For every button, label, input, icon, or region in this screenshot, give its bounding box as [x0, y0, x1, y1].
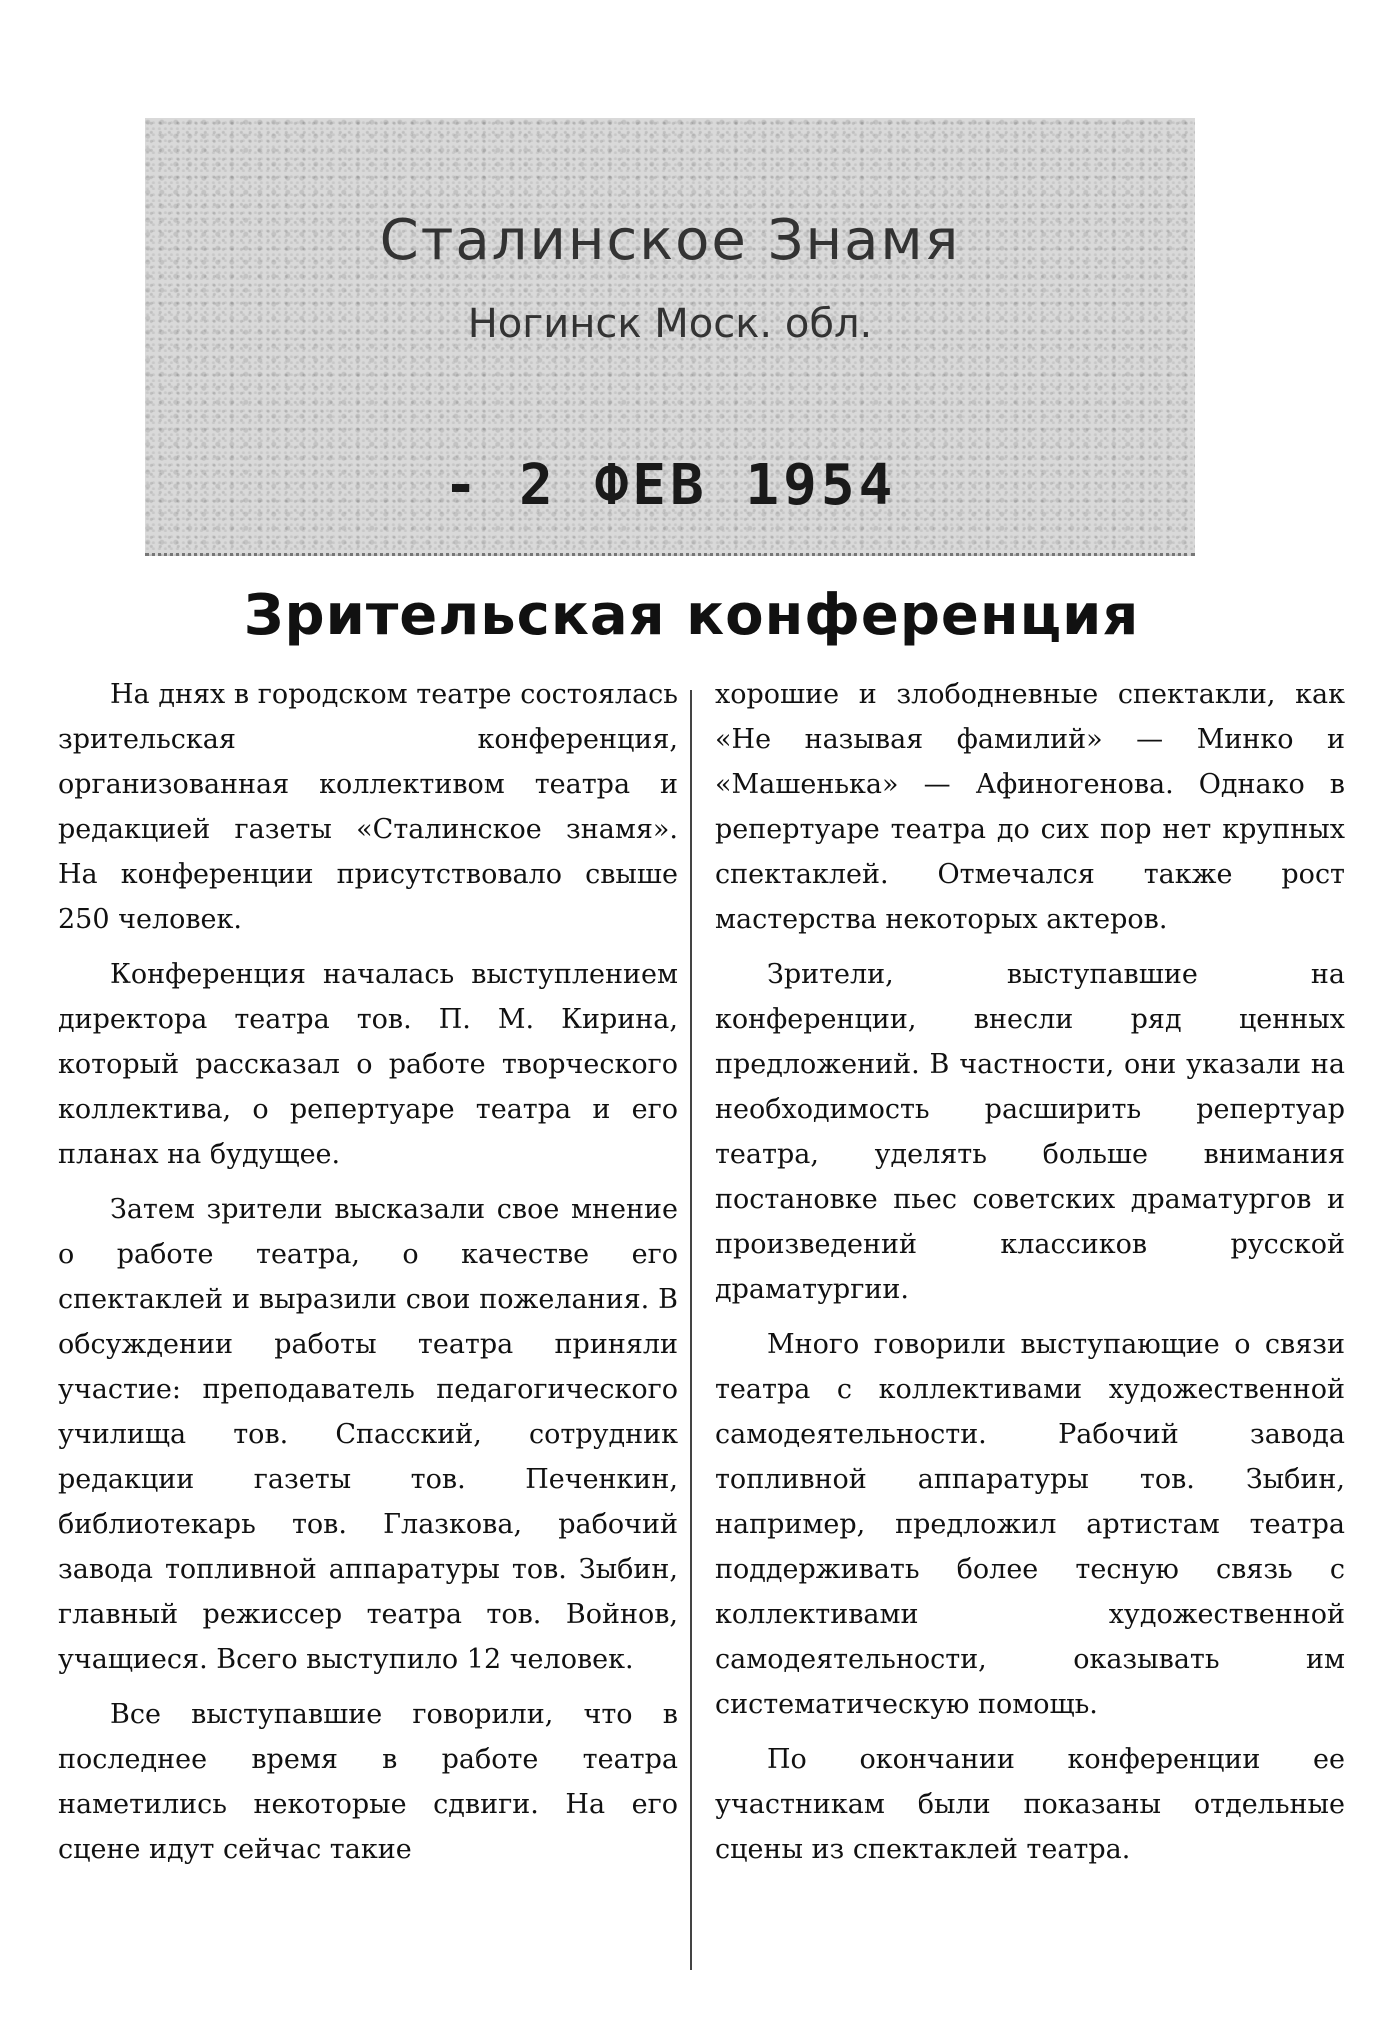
article-left-column [58, 672, 678, 1882]
paragraph: Все выступавшие говорили, что в последнее время в работе театра наметились некоторые сдвиги. На его сцене идут сейчас такие [58, 1699, 678, 1865]
newspaper-city: Ногинск Моск. обл. [467, 301, 873, 347]
paragraph: Много говорили выступающие о связи театра с коллективами художественной самодеятельности. Рабочий завода топливной аппаратуры тов. Зыбин, например, предложил артистам театра поддерживать более тесную связь с коллективами художественной самодеятельности, оказывать им систематическую помощь. [715, 1329, 1345, 1720]
paragraph: Затем зрители высказали свое мнение о работе театра, о качестве его спектаклей и выразили свои пожелания. В обсуждении работы театра приняли участие: преподаватель педагогического училища тов. Спасский, сотрудник редакции газеты тов. Печенкин, библиотекарь тов. Глазкова, рабочий завода топливной аппаратуры тов. Зыбин, главный режиссер театра тов. Войнов, учащиеся. Всего выступило 12 человек. [58, 1194, 678, 1675]
column-divider [690, 690, 692, 1970]
paragraph: По окончании конференции ее участникам были показаны отдельные сцены из спектаклей театра. [715, 1744, 1345, 1865]
masthead-stamp [145, 118, 1195, 556]
paragraph: хорошие и злободневные спектакли, как «Не называя фамилий» — Минко и «Машенька» — Афиногенова. Однако в репертуаре театра до сих пор нет крупных спектаклей. Отмечался также рост мастерства некоторых актеров. [715, 679, 1345, 935]
paragraph: Конференция началась выступлением директора театра тов. П. М. Кирина, который рассказал о работе творческого коллектива, о репертуаре театра и его планах на будущее. [58, 959, 678, 1170]
date-stamp: - 2 ФЕВ 1954 [443, 453, 897, 518]
article-right-column [715, 672, 1345, 1882]
article-headline: Зрительская конференция [243, 583, 1140, 648]
paragraph: Зрители, выступавшие на конференции, внесли ряд ценных предложений. В частности, они указали на необходимость расширить репертуар театра, уделять больше внимания постановке пьес советских драматургов и произведений классиков русской драматургии. [715, 959, 1345, 1305]
paragraph: На днях в городском театре состоялась зрительская конференция, организованная коллективом театра и редакцией газеты «Сталинское знамя». На конференции присутствовало свыше 250 человек. [58, 679, 678, 935]
newspaper-name: Сталинское Знамя [379, 208, 961, 273]
